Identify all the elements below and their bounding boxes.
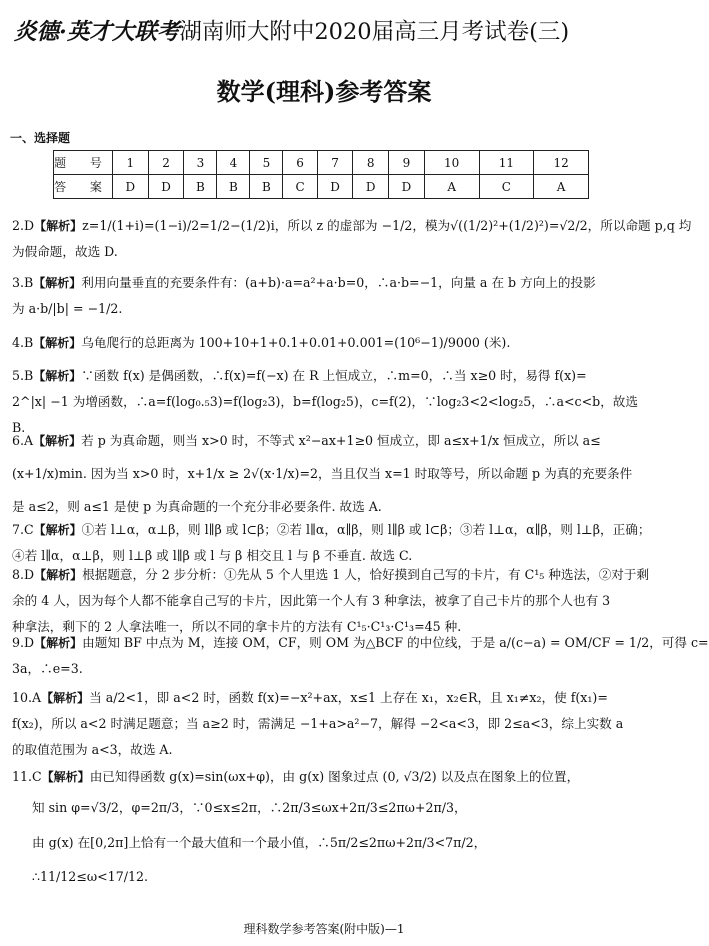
answer-cell: D: [148, 175, 184, 199]
answer-table: [53, 150, 589, 199]
solution-line: 余的 4 人，因为每个人都不能拿自己写的卡片，因此第一个人有 3 种拿法，被拿了自己卡片的那个人也有 3: [12, 593, 611, 608]
analysis-tag: 【解析】: [34, 219, 83, 233]
question-number: 9: [389, 151, 425, 175]
solution-item-9: [12, 630, 709, 682]
item-number: 8.D: [12, 567, 35, 582]
item-number: 10.A: [12, 690, 42, 705]
solution-item-6: [12, 428, 638, 520]
answer-cell: B: [184, 175, 217, 199]
solution-line: 由题知 BF 中点为 M，连接 OM，CF，则 OM 为△BCF 的中位线，于是 a/(c−a) = OM/CF = 1/2，可得 c=: [82, 635, 709, 650]
question-number: 2: [148, 151, 184, 175]
solution-line: 种拿法，剩下的 2 人拿法唯一，所以不同的拿卡片的方法有 C¹₅·C¹₃·C¹₃=45 种.: [12, 619, 462, 634]
answer-cell: B: [217, 175, 250, 199]
analysis-tag: 【解析】: [34, 636, 83, 650]
solution-line: 为假命题，故选 D.: [12, 244, 118, 259]
solution-item-10: [12, 685, 638, 763]
question-number: 4: [217, 151, 250, 175]
page-footer: 理科数学参考答案(附中版)—1: [243, 922, 405, 936]
solution-item-2: [12, 213, 692, 265]
solution-item-4: [12, 330, 638, 356]
question-number: 1: [113, 151, 149, 175]
answer-table-number-row: [54, 151, 589, 175]
solution-line: ∴11/12≤ω<17/12.: [32, 869, 148, 884]
question-number: 11: [479, 151, 534, 175]
document-subtitle: 数学(理科)参考答案: [216, 77, 432, 106]
solution-item-11: [12, 764, 638, 894]
solution-item-3: [12, 270, 638, 322]
solution-line: 利用向量垂直的充要条件有：(a+b)·a=a²+a·b=0，∴a·b=−1，向量 a 在 b 方向上的投影: [81, 275, 596, 290]
question-number: 6: [283, 151, 317, 175]
question-number: 3: [184, 151, 217, 175]
answer-cell: A: [534, 175, 589, 199]
question-number: 12: [534, 151, 589, 175]
solution-line: 当 a/2<1，即 a<2 时，函数 f(x)=−x²+ax，x≤1 上存在 x₁，x₂∈R，且 x₁≠x₂，使 f(x₁)=: [89, 690, 608, 705]
row-label-answers: 答 案: [54, 175, 113, 199]
solution-line: 3a，∴e=3.: [12, 661, 83, 676]
item-number: 9.D: [12, 635, 35, 650]
item-number: 2.D: [12, 218, 35, 233]
answer-cell: C: [283, 175, 317, 199]
analysis-tag: 【解析】: [33, 434, 82, 448]
analysis-tag: 【解析】: [41, 691, 90, 705]
answer-cell: D: [353, 175, 389, 199]
solution-line: 知 sin φ=√3/2，φ=2π/3，∵0≤x≤2π，∴2π/3≤ωx+2π/3≤2πω+2π/3，: [32, 800, 467, 815]
analysis-tag: 【解析】: [33, 276, 82, 290]
answer-table-answer-row: [54, 175, 589, 199]
answer-cell: A: [424, 175, 479, 199]
solution-line: (x+1/x)min. 因为当 x>0 时，x+1/x ≥ 2√(x·1/x)=2，当且仅当 x=1 时取等号，所以命题 p 为真的充要条件: [12, 466, 633, 481]
item-number: 5.B: [12, 368, 34, 383]
solution-line: f(x₂)，所以 a<2 时满足题意；当 a≥2 时，需满足 −1+a>a²−7，解得 −2<a<3，即 2≤a<3，综上实数 a: [12, 716, 624, 731]
answer-cell: B: [250, 175, 283, 199]
analysis-tag: 【解析】: [33, 369, 82, 383]
solution-line: 根据题意，分 2 步分析：①先从 5 个人里选 1 人，恰好摸到自己写的卡片，有 C¹₅ 种选法，②对于剩: [82, 567, 650, 582]
analysis-tag: 【解析】: [34, 568, 83, 582]
question-number: 5: [250, 151, 283, 175]
analysis-tag: 【解析】: [33, 523, 82, 537]
item-number: 3.B: [12, 275, 34, 290]
analysis-tag: 【解析】: [33, 336, 82, 350]
question-number: 10: [424, 151, 479, 175]
answer-cell: C: [479, 175, 534, 199]
solution-line: ④若 l∥α，α⊥β，则 l⊥β 或 l∥β 或 l 与 β 相交且 l 与 β 不垂直. 故选 C.: [12, 548, 413, 563]
answer-cell: D: [317, 175, 353, 199]
solution-line: 2^|x| −1 为增函数，∴a=f(log₀.₅3)=f(log₂3)，b=f(log₂5)，c=f(2)，∵log₂3<2<log₂5，∴a<c<b，故选: [12, 394, 638, 409]
solution-line: 是 a≤2，则 a≤1 是使 p 为真命题的一个充分非必要条件. 故选 A.: [12, 499, 382, 514]
analysis-tag: 【解析】: [41, 770, 90, 784]
solution-line: z=1/(1+i)=(1−i)/2=1/2−(1/2)i，所以 z 的虚部为 −1/2，模为√((1/2)²+(1/2)²)=√2/2，所以命题 p,q 均: [82, 218, 692, 233]
solution-line: ①若 l⊥α，α⊥β，则 l∥β 或 l⊂β；②若 l∥α，α∥β，则 l∥β 或 l⊂β；③若 l⊥α，α∥β，则 l⊥β，正确；: [81, 522, 651, 537]
document-header: [14, 14, 638, 46]
solution-line: 由已知得函数 g(x)=sin(ωx+φ)，由 g(x) 图象过点 (0, √3/2) 以及点在图象上的位置，: [89, 769, 580, 784]
item-number: 4.B: [12, 335, 34, 350]
section-title: 一、选择题: [10, 131, 71, 145]
solution-line: 的取值范围为 a<3，故选 A.: [12, 742, 173, 757]
solution-line: 乌龟爬行的总距离为 100+10+1+0.1+0.01+0.001=(10⁶−1)/9000 (米).: [81, 335, 511, 350]
solution-line: 由 g(x) 在[0,2π]上恰有一个最大值和一个最小值，∴5π/2≤2πω+2π/3<7π/2，: [32, 835, 487, 850]
item-number: 7.C: [12, 522, 34, 537]
answer-cell: D: [389, 175, 425, 199]
solution-line: B.: [12, 420, 26, 435]
question-number: 7: [317, 151, 353, 175]
exam-brand: 炎德·英才大联考: [14, 19, 180, 45]
solution-line: 为 a·b/|b| = −1/2.: [12, 301, 123, 316]
item-number: 6.A: [12, 433, 34, 448]
solution-line: 若 p 为真命题，则当 x>0 时，不等式 x²−ax+1≥0 恒成立，即 a≤x+1/x 恒成立，所以 a≤: [81, 433, 601, 448]
solution-line: ∵函数 f(x) 是偶函数，∴f(x)=f(−x) 在 R 上恒成立，∴m=0，∴当 x≥0 时，易得 f(x)=: [81, 368, 587, 383]
item-number: 11.C: [12, 769, 42, 784]
exam-title: 湖南师大附中2020届高三月考试卷(三): [179, 19, 570, 45]
question-number: 8: [353, 151, 389, 175]
answer-cell: D: [113, 175, 149, 199]
row-label-numbers: 题 号: [54, 151, 113, 175]
solution-item-8: [12, 562, 650, 640]
